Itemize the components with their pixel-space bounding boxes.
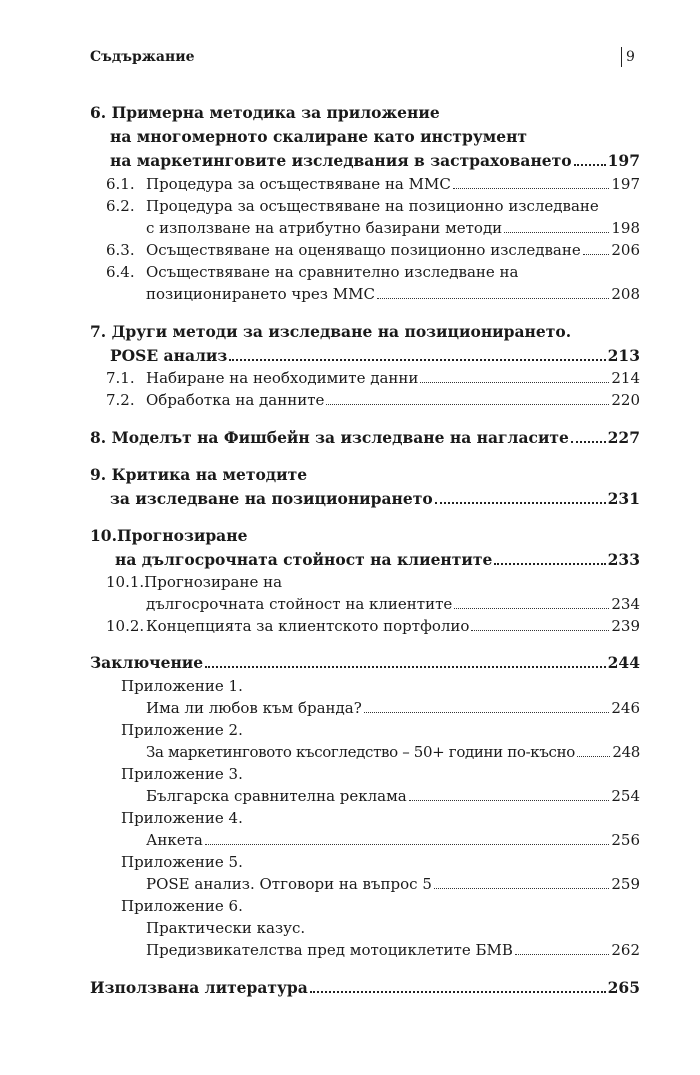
toc-entry-text: Приложение 4. [121, 809, 243, 827]
toc-entry-text: Набиране на необходимите данни [146, 369, 419, 387]
toc-entry-text: Приложение 5. [121, 853, 243, 871]
toc-section-6-4-line2[interactable] [146, 284, 640, 304]
toc-section-6-1[interactable] [106, 174, 640, 194]
toc-appendix-5-label[interactable] [121, 852, 640, 872]
toc-page-number: 220 [611, 391, 640, 409]
toc-page-number: 206 [611, 241, 640, 259]
dot-leader [494, 563, 605, 565]
toc-section-number: 6.2. [106, 197, 135, 215]
toc-entry-text: Българска сравнителна реклама [146, 787, 407, 805]
toc-page-number: 246 [611, 699, 640, 717]
dot-leader [364, 712, 610, 713]
toc-section-6-2-line1[interactable] [106, 196, 640, 216]
toc-section-10-1-line1[interactable] [106, 572, 640, 592]
toc-section-number: 6.4. [106, 263, 135, 281]
toc-page-number: 213 [607, 346, 640, 365]
toc-section-6-4-line1[interactable] [106, 262, 640, 282]
header-divider [621, 47, 622, 67]
toc-page-number: 227 [607, 428, 640, 447]
toc-entry-text: Заключение [90, 653, 204, 672]
dot-leader [515, 954, 609, 955]
toc-appendix-5-title[interactable] [146, 874, 640, 894]
dot-leader [435, 502, 606, 504]
toc-chapter-10-line1[interactable] [90, 526, 640, 546]
dot-leader [377, 298, 609, 299]
dot-leader [504, 232, 609, 233]
dot-leader [434, 888, 609, 889]
toc-entry-text: Приложение 1. [121, 677, 243, 695]
page-number: 9 [626, 49, 635, 65]
toc-appendix-4-title[interactable] [146, 830, 640, 850]
toc-page-number: 244 [607, 653, 640, 672]
toc-section-6-3[interactable] [106, 240, 640, 260]
toc-page-number: 234 [611, 595, 640, 613]
toc-entry-text: Процедура за осъществяване на позиционно изследване [146, 197, 599, 215]
toc-entry-text: 9. Критика на методите [90, 465, 308, 484]
dot-leader [454, 608, 609, 609]
toc-entry-text: Има ли любов към бранда? [146, 699, 362, 717]
toc-entry-text: Приложение 6. [121, 897, 243, 915]
toc-entry-text: Обработка на данните [146, 391, 325, 409]
toc-entry-text: на маркетинговите изследвания в застраховането [110, 151, 572, 170]
dot-leader [420, 382, 609, 383]
toc-entry-text: Анкета [146, 831, 203, 849]
toc-page-number: 231 [607, 489, 640, 508]
toc-entry-text: Практически казус. [146, 919, 306, 937]
toc-page-number: 239 [611, 617, 640, 635]
dot-leader [583, 254, 610, 255]
dot-leader [571, 441, 606, 443]
dot-leader [205, 666, 605, 668]
toc-chapter-8[interactable] [90, 428, 640, 448]
toc-appendix-6-label[interactable] [121, 896, 640, 916]
toc-section-7-1[interactable] [106, 368, 640, 388]
toc-page-number: 197 [607, 151, 640, 170]
toc-chapter-9-line2[interactable] [110, 489, 640, 509]
toc-section-number: 6.1. [106, 175, 135, 193]
toc-references[interactable] [90, 978, 640, 998]
toc-section-10-1-line2[interactable] [146, 594, 640, 614]
toc-page-number: 208 [611, 285, 640, 303]
toc-page-number: 259 [611, 875, 640, 893]
toc-entry-text: Концепцията за клиентското портфолио [146, 617, 470, 635]
toc-section-7-2[interactable] [106, 390, 640, 410]
toc-appendix-2-title[interactable] [146, 742, 640, 762]
dot-leader [409, 800, 610, 801]
toc-appendix-6-title[interactable] [146, 940, 640, 960]
toc-conclusion[interactable] [90, 653, 640, 673]
toc-appendix-6-subtitle[interactable] [146, 918, 640, 938]
toc-entry-text: с използване на атрибутно базирани методи [146, 219, 503, 237]
toc-entry-text: Осъществяване на сравнително изследване на [146, 263, 519, 281]
toc-entry-text: на дългосрочната стойност на клиентите [115, 550, 493, 569]
toc-page-number: 233 [607, 550, 640, 569]
toc-entry-text: за изследване на позиционирането [110, 489, 433, 508]
dot-leader [205, 844, 610, 845]
toc-entry-text: Предизвикателства пред мотоциклетите БМВ [146, 941, 513, 959]
toc-entry-text: позиционирането чрез ММС [146, 285, 375, 303]
toc-chapter-7-line1[interactable] [90, 322, 640, 342]
toc-appendix-3-label[interactable] [121, 764, 640, 784]
toc-chapter-6-line2[interactable] [110, 127, 640, 147]
toc-chapter-10-line2[interactable] [115, 550, 640, 570]
running-head-title: Съдържание [90, 49, 195, 65]
dot-leader [574, 164, 606, 166]
running-head [90, 47, 645, 71]
toc-page-number: 198 [611, 219, 640, 237]
toc-entry-text: 8. Моделът на Фишбейн за изследване на нагласите [90, 428, 569, 447]
toc-chapter-9-line1[interactable] [90, 465, 640, 485]
toc-section-6-2-line2[interactable] [146, 218, 640, 238]
toc-entry-text: 10.1.Прогнозиране на [106, 573, 283, 591]
toc-appendix-1-label[interactable] [121, 676, 640, 696]
toc-page-number: 262 [611, 941, 640, 959]
toc-entry-text: Приложение 3. [121, 765, 243, 783]
dot-leader [577, 756, 611, 757]
toc-entry-text: на многомерното скалиране като инструмент [110, 127, 528, 146]
dot-leader [229, 359, 605, 361]
toc-section-number: 7.2. [106, 391, 135, 409]
toc-appendix-3-title[interactable] [146, 786, 640, 806]
toc-chapter-7-line2[interactable] [110, 346, 640, 366]
toc-page-number: 214 [611, 369, 640, 387]
toc-entry-text: POSE анализ [110, 346, 228, 365]
toc-entry-text: 10.Прогнозиране [90, 526, 248, 545]
toc-entry-text: POSE анализ. Отговори на въпрос 5 [146, 875, 432, 893]
toc-appendix-2-label[interactable] [121, 720, 640, 740]
toc-page-number: 254 [611, 787, 640, 805]
toc-entry-text: Осъществяване на оценяващо позиционно изследване [146, 241, 581, 259]
toc-entry-text: Приложение 2. [121, 721, 243, 739]
toc-section-number: 10.2. [106, 617, 145, 635]
toc-page-number: 265 [607, 978, 640, 997]
dot-leader [326, 404, 609, 405]
toc-appendix-4-label[interactable] [121, 808, 640, 828]
toc-section-10-2[interactable] [106, 616, 640, 636]
toc-entry-text: Процедура за осъществяване на ММС [146, 175, 451, 193]
dot-leader [471, 630, 609, 631]
toc-chapter-6-line1[interactable] [90, 103, 640, 123]
toc-section-number: 6.3. [106, 241, 135, 259]
toc-section-number: 7.1. [106, 369, 135, 387]
toc-entry-text: дългосрочната стойност на клиентите [146, 595, 453, 613]
toc-entry-text: За маркетинговото късогледство – 50+ години по-късно [146, 743, 575, 761]
toc-appendix-1-title[interactable] [146, 698, 640, 718]
toc-entry-text: 6. Примерна методика за приложение [90, 103, 440, 122]
dot-leader [453, 188, 610, 189]
dot-leader [310, 991, 606, 993]
toc-page-number: 248 [612, 743, 640, 761]
toc-entry-text: 7. Други методи за изследване на позиционирането. [90, 322, 572, 341]
toc-page-number: 197 [611, 175, 640, 193]
toc-page-number: 256 [611, 831, 640, 849]
toc-chapter-6-line3[interactable] [110, 151, 640, 171]
toc-entry-text: Използвана литература [90, 978, 308, 997]
